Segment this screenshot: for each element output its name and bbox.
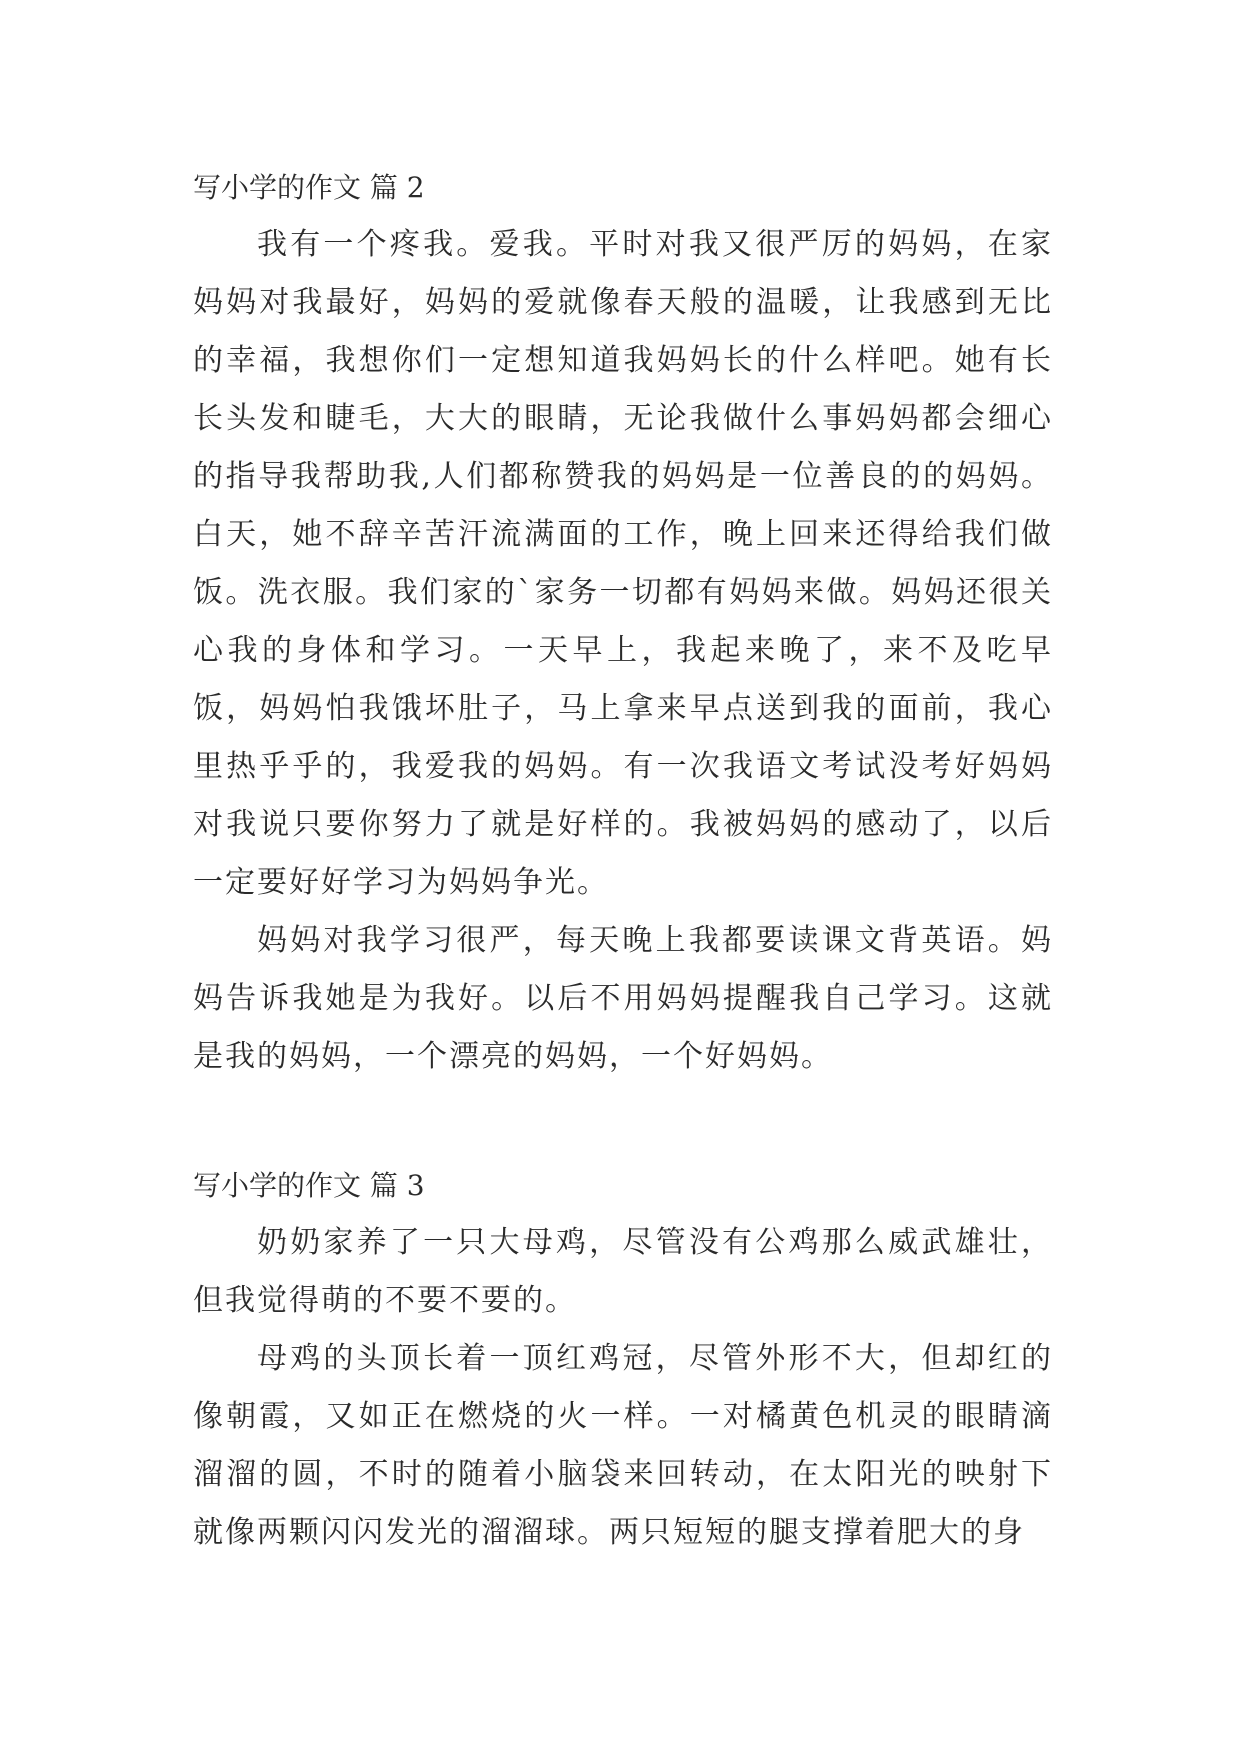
paragraph: 母鸡的头顶长着一顶红鸡冠，尽管外形不大，但却红的像朝霞，又如正在燃烧的火一样。一对橘黄色机灵的眼睛滴溜溜的圆，不时的随着小脑袋来回转动，在太阳光的映射下就像两颗闪闪发光的溜溜球。两只短短的腿支撑着肥大的身 — [193, 1341, 1053, 1550]
section-spacer — [193, 1086, 1053, 1158]
document-body — [193, 160, 1053, 1562]
paragraph: 我有一个疼我。爱我。平时对我又很严厉的妈妈，在家妈妈对我最好，妈妈的爱就像春天般的温暖，让我感到无比的幸福，我想你们一定想知道我妈妈长的什么样吧。她有长长头发和睫毛，大大的眼睛，无论我做什么事妈妈都会细心的指导我帮助我,人们都称赞我的妈妈是一位善良的的妈妈。白天，她不辞辛苦汗流满面的工作，晚上回来还得给我们做饭。洗衣服。我们家的`家务一切都有妈妈来做。妈妈还很关心我的身体和学习。一天早上，我起来晚了，来不及吃早饭，妈妈怕我饿坏肚子，马上拿来早点送到我的面前，我心里热乎乎的，我爱我的妈妈。有一次我语文考试没考好妈妈对我说只要你努力了就是好样的。我被妈妈的感动了，以后一定要好好学习为妈妈争光。 — [193, 227, 1053, 900]
essay-section — [193, 1158, 1053, 1562]
section-title: 写小学的作文 篇 2 — [193, 171, 425, 204]
paragraph: 奶奶家养了一只大母鸡，尽管没有公鸡那么威武雄壮，但我觉得萌的不要不要的。 — [193, 1225, 1053, 1318]
section-title: 写小学的作文 篇 3 — [193, 1169, 425, 1202]
paragraph: 妈妈对我学习很严，每天晚上我都要读课文背英语。妈妈告诉我她是为我好。以后不用妈妈提醒我自己学习。这就是我的妈妈，一个漂亮的妈妈，一个好妈妈。 — [193, 923, 1053, 1074]
essay-section — [193, 160, 1053, 1086]
